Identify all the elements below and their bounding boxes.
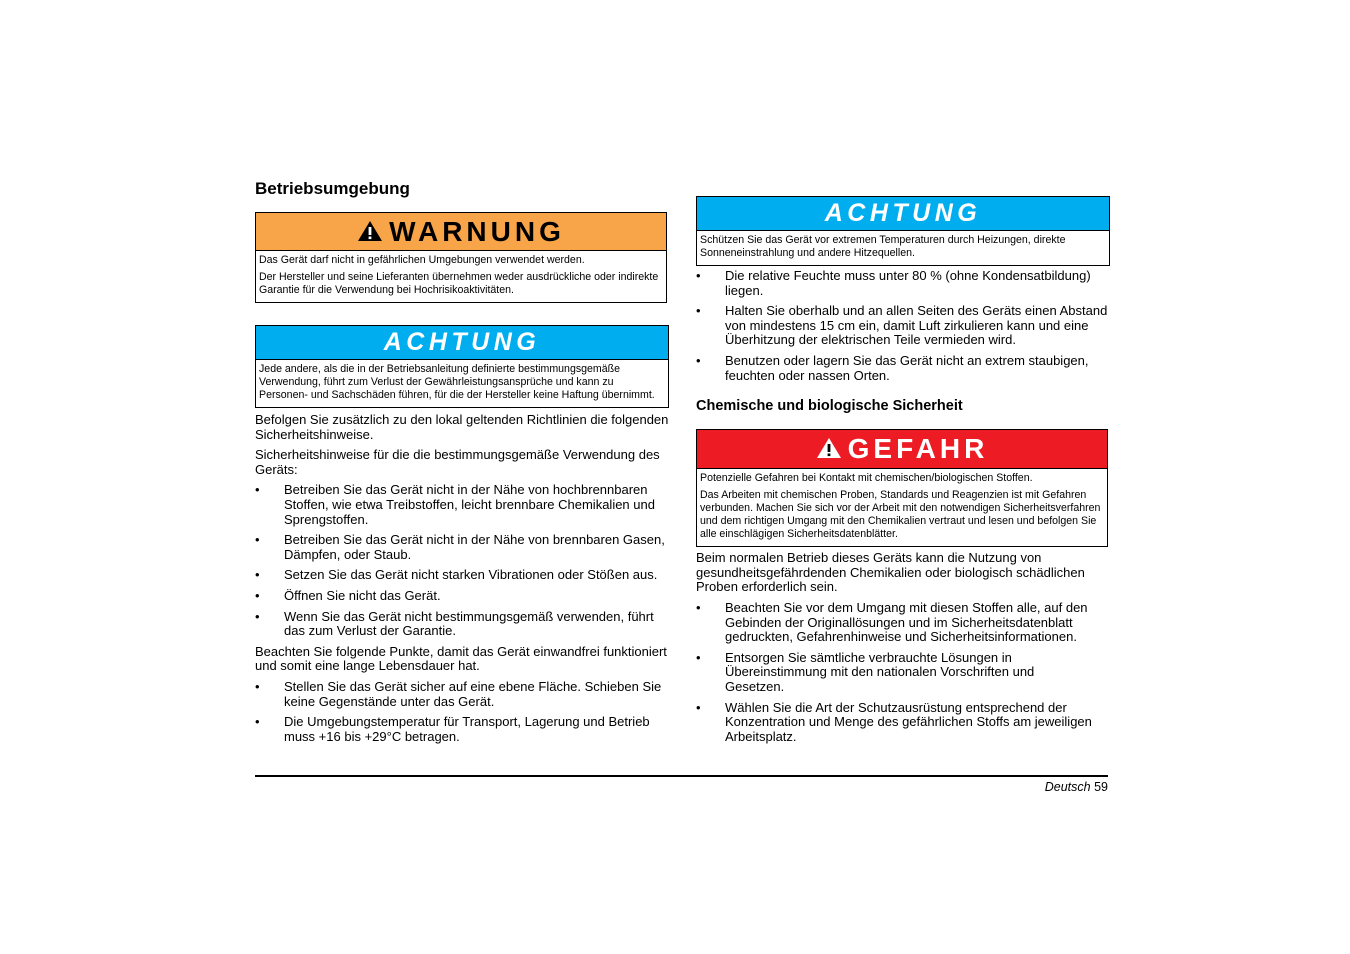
footer-language: Deutsch (1044, 780, 1091, 794)
list-item: • Beachten Sie vor dem Umgang mit diesen Stoffen alle, auf den Gebinden der Originallösungen und im Sicherheitsdatenblatt gedruckten, Gefahrenhinweise und Sicherheitsinformationen. (696, 601, 1096, 645)
warning-line: Der Hersteller und seine Lieferanten übernehmen weder ausdrückliche oder indirekte Garantie für die Verwendung bei Hochrisikoaktivitäten. (259, 271, 659, 296)
paragraph: Beim normalen Betrieb dieses Geräts kann die Nutzung von gesundheitsgefährdenden Chemikalien oder biologisch schädlichen Proben erforderlich sein. (696, 550, 1085, 595)
caution-line: Jede andere, als die in der Betriebsanleitung definierte bestimmungsgemäße Verwendung, führt zum Verlust der Gewährleistungsansprüche und kann zu Personen- und Sachschäden führen, für die der Hersteller keine Haftung übernimmt. (259, 363, 655, 401)
caution-header (697, 197, 1109, 231)
list-item: • Wenn Sie das Gerät nicht bestimmungsgemäß verwenden, führt das zum Verlust der Garantie. (255, 610, 669, 639)
caution-body (256, 360, 668, 407)
list-item: • Setzen Sie das Gerät nicht starken Vibrationen oder Stößen aus. (255, 568, 669, 583)
paragraph: Befolgen Sie zusätzlich zu den lokal geltenden Richtlinien die folgenden Sicherheitshinweise. (255, 412, 669, 442)
caution-title: ACHTUNG (824, 199, 982, 227)
list-item: • Benutzen oder lagern Sie das Gerät nicht an extrem staubigen, feuchten oder nassen Orten. (696, 354, 1110, 383)
list-item: • Stellen Sie das Gerät sicher auf eine ebene Fläche. Schieben Sie keine Gegenstände unter das Gerät. (255, 680, 669, 709)
list-item: • Wählen Sie die Art der Schutzausrüstung entsprechend der Konzentration und Menge des gefährlichen Stoffs am jeweiligen Arbeitsplatz. (696, 701, 1096, 745)
warning-body (256, 251, 666, 302)
page-number: 59 (1094, 780, 1108, 794)
bullet-list (696, 601, 1096, 744)
paragraph: Sicherheitshinweise für die die bestimmungsgemäße Verwendung des Geräts: (255, 447, 660, 477)
caution-box (696, 196, 1110, 266)
page-footer (1045, 780, 1108, 794)
warning-header (256, 213, 666, 251)
warning-triangle-icon (357, 217, 383, 249)
bullet-list (696, 269, 1110, 383)
danger-line: Potenzielle Gefahren bei Kontakt mit chemischen/biologischen Stoffen. (700, 472, 1033, 485)
caution-body (697, 231, 1109, 265)
list-item: • Die Umgebungstemperatur für Transport, Lagerung und Betrieb muss +16 bis +29°C betragen. (255, 715, 669, 744)
danger-line: Das Arbeiten mit chemischen Proben, Standards und Reagenzien ist mit Gefahren verbunden. Machen Sie sich vor der Arbeit mit den notwendigen Sicherheitsverfahren und dem richtigen Umgang mit den Chemikalien vertraut und lesen und befolgen Sie alle einschlägigen Sicherheitsdatenblätter. (700, 489, 1101, 541)
caution-box (255, 325, 669, 408)
warning-title: WARNUNG (389, 215, 565, 247)
caution-line: Schützen Sie das Gerät vor extremen Temperaturen durch Heizungen, direkte Sonneneinstrahlung und andere Hitzequellen. (700, 234, 1066, 259)
section-heading-betriebsumgebung: Betriebsumgebung (255, 179, 410, 198)
list-item: • Betreiben Sie das Gerät nicht in der Nähe von brennbaren Gasen, Dämpfen, oder Staub. (255, 533, 669, 562)
paragraph: Beachten Sie folgende Punkte, damit das Gerät einwandfrei funktioniert und somit eine lange Lebensdauer hat. (255, 643, 667, 674)
caution-title: ACHTUNG (383, 328, 541, 356)
danger-title: GEFAHR (847, 433, 989, 465)
danger-body (697, 469, 1107, 546)
list-item: • Betreiben Sie das Gerät nicht in der Nähe von hochbrennbaren Stoffen, wie etwa Treibstoffen, leicht brennbare Chemikalien und Sprengstoffen. (255, 483, 669, 527)
left-column (255, 178, 669, 750)
bullet-list (255, 483, 669, 638)
right-column (696, 196, 1110, 750)
danger-box (696, 429, 1108, 547)
caution-header (256, 326, 668, 360)
section-heading-chemische-sicherheit: Chemische und biologische Sicherheit (696, 398, 963, 415)
list-item: • Halten Sie oberhalb und an allen Seiten des Geräts einen Abstand von mindestens 15 cm ein, damit Luft zirkulieren kann und eine Überhitzung der elektrischen Teile vermieden wird. (696, 304, 1110, 348)
warning-line: Das Gerät darf nicht in gefährlichen Umgebungen verwendet werden. (259, 254, 585, 266)
list-item: • Entsorgen Sie sämtliche verbrauchte Lösungen in Übereinstimmung mit den nationalen Vorschriften und Gesetzen. (696, 651, 1096, 695)
bullet-list (255, 680, 669, 744)
footer-rule (255, 775, 1108, 777)
list-item: • Die relative Feuchte muss unter 80 % (ohne Kondensatbildung) liegen. (696, 269, 1110, 298)
danger-triangle-icon (816, 434, 842, 466)
danger-header (697, 430, 1107, 469)
list-item: • Öffnen Sie nicht das Gerät. (255, 589, 669, 604)
warning-box (255, 212, 667, 303)
